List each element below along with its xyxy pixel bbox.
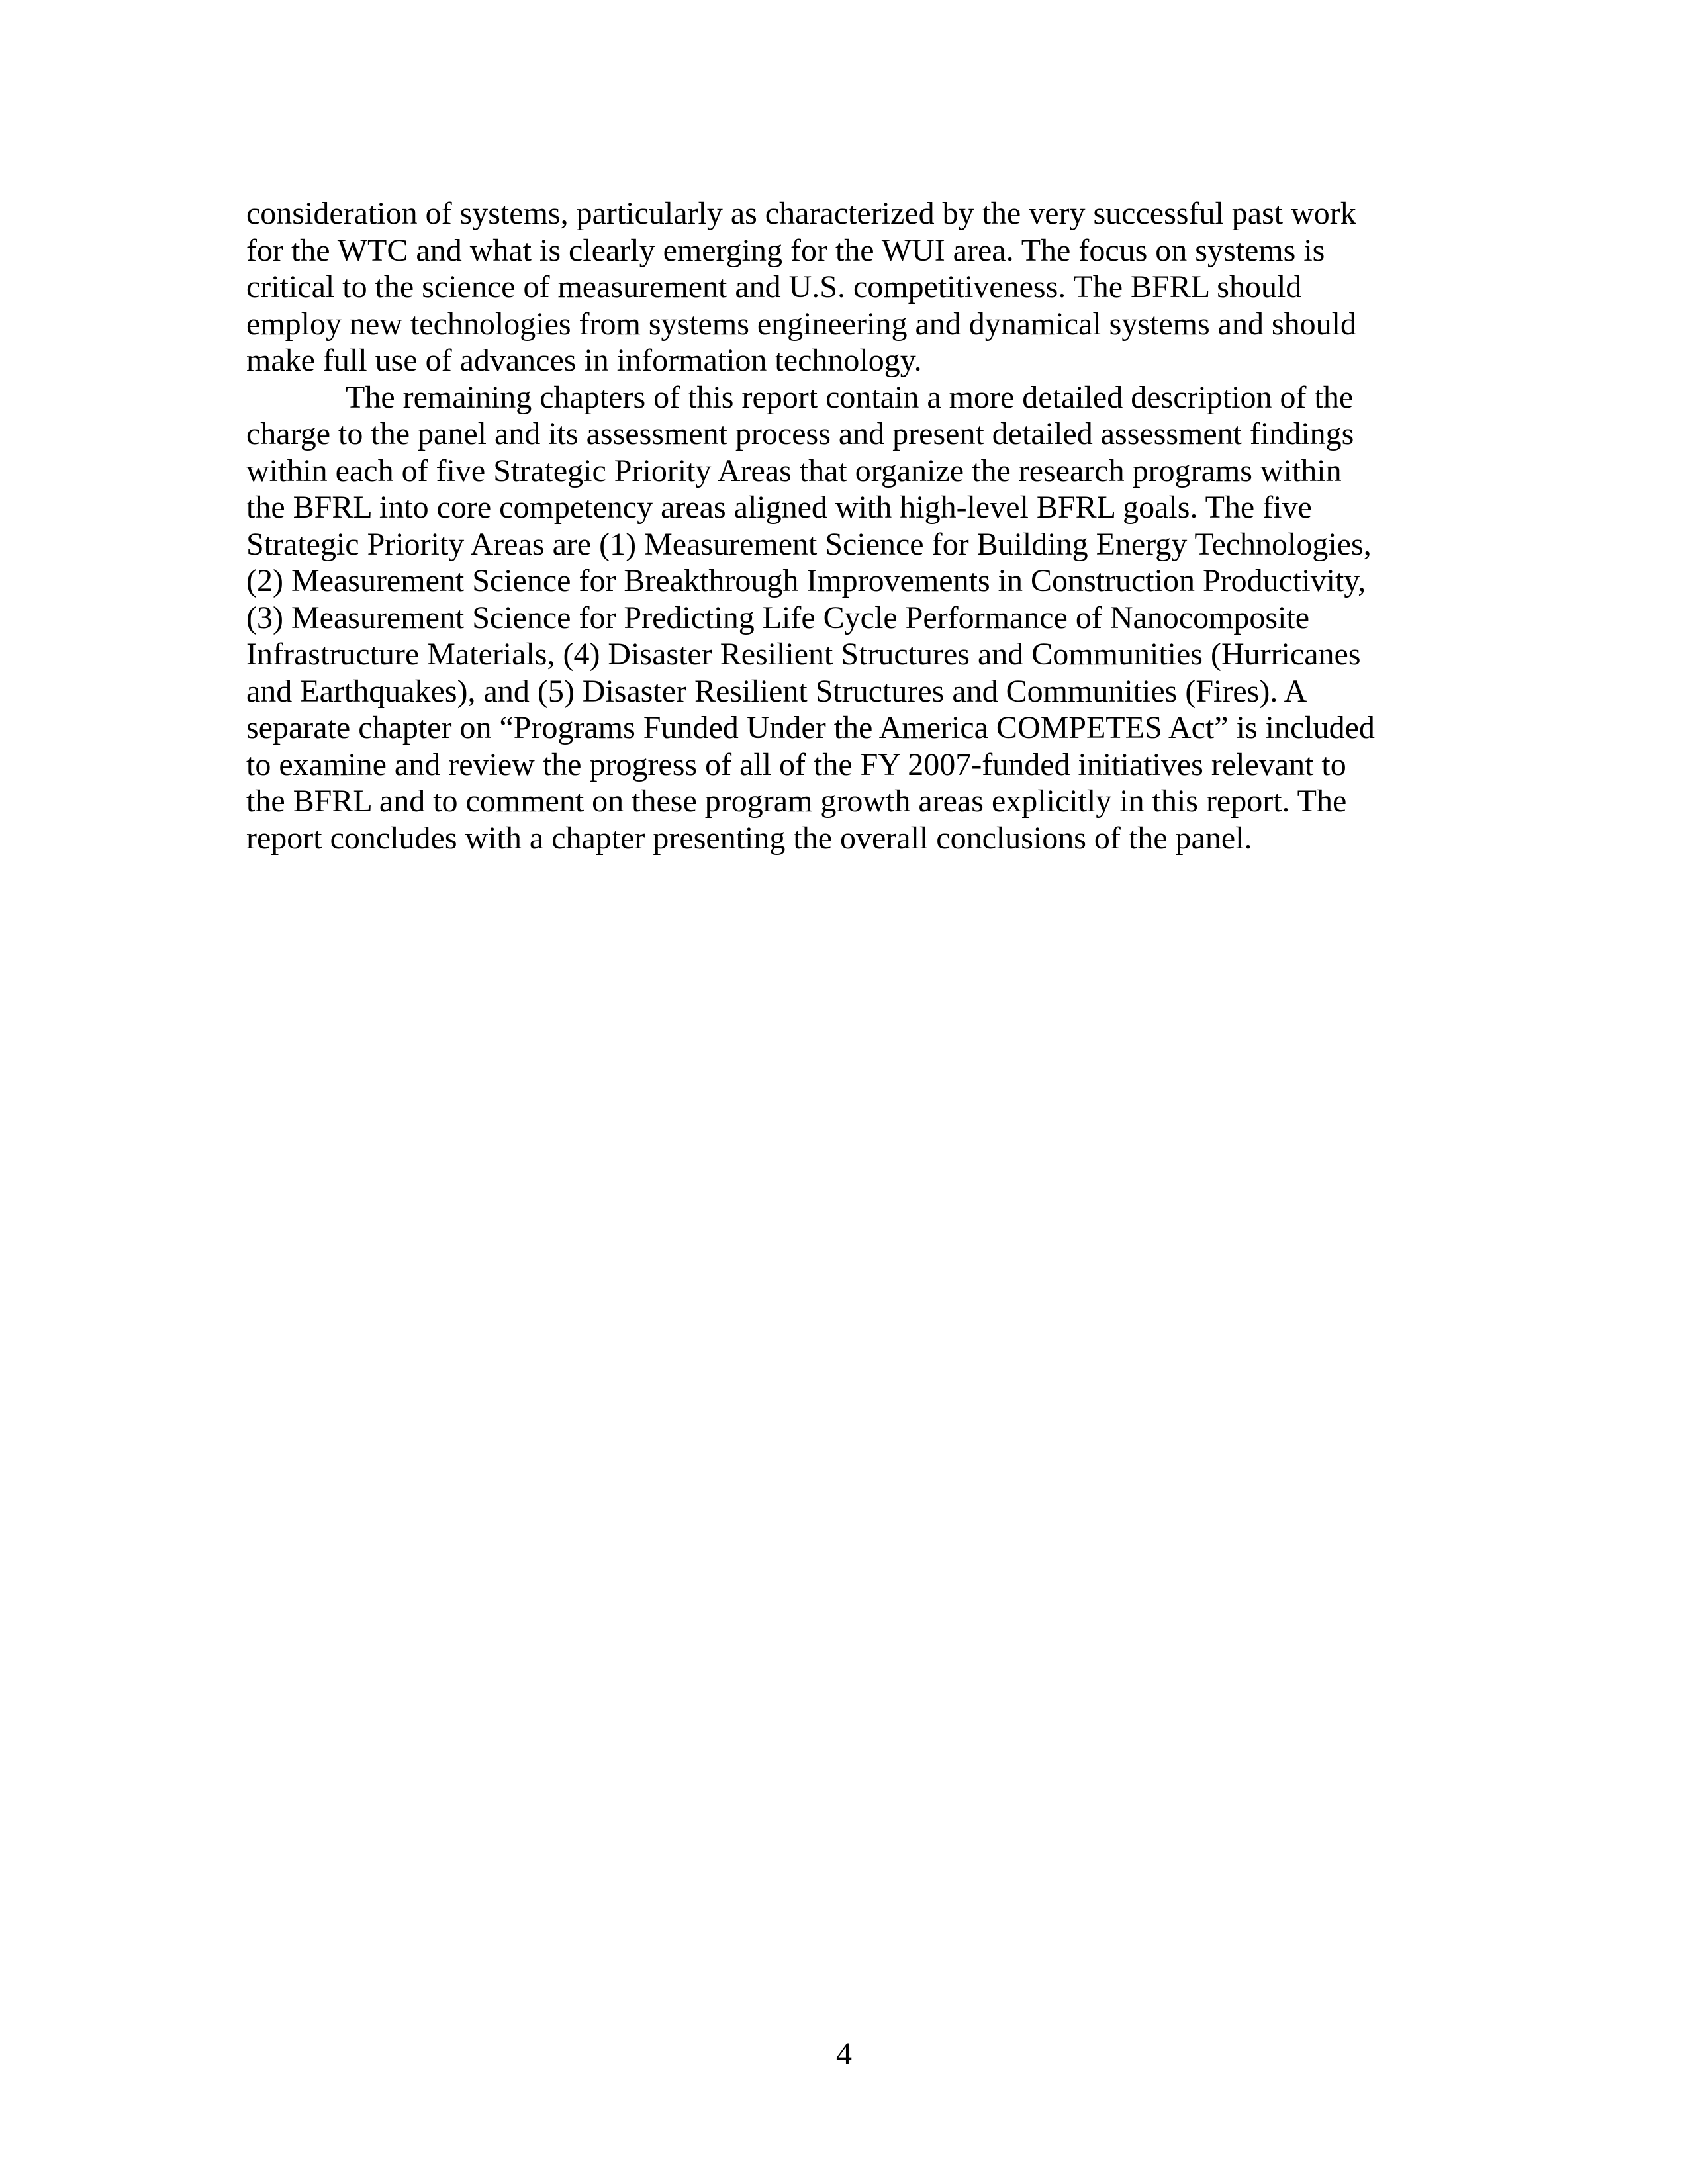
text-line: the BFRL and to comment on these program growth areas explicitly in this report. The — [246, 784, 1347, 819]
page-number: 4 — [836, 2036, 852, 2071]
text-line: consideration of systems, particularly as characterized by the very successful past work — [246, 196, 1356, 231]
text-line: Strategic Priority Areas are (1) Measurement Science for Building Energy Technologies, — [246, 526, 1372, 562]
text-line: within each of five Strategic Priority Areas that organize the research programs within — [246, 453, 1342, 488]
text-line: Infrastructure Materials, (4) Disaster Resilient Structures and Communities (Hurricanes — [246, 637, 1361, 672]
paragraph-first-line: The remaining chapters of this report contain a more detailed description of the — [346, 379, 1354, 415]
text-line: make full use of advances in information technology. — [246, 343, 922, 378]
text-line: critical to the science of measurement and U.S. competitiveness. The BFRL should — [246, 269, 1302, 304]
text-line: employ new technologies from systems engineering and dynamical systems and should — [246, 306, 1356, 341]
text-line: (3) Measurement Science for Predicting Life Cycle Performance of Nanocomposite — [246, 600, 1310, 635]
body-text — [246, 195, 1438, 856]
text-line: to examine and review the progress of all of the FY 2007-funded initiatives relevant to — [246, 747, 1346, 782]
text-line: the BFRL into core competency areas aligned with high-level BFRL goals. The five — [246, 490, 1312, 525]
text-line: (2) Measurement Science for Breakthrough Improvements in Construction Productivity, — [246, 563, 1366, 598]
text-line: separate chapter on “Programs Funded Under the America COMPETES Act” is included — [246, 710, 1375, 745]
text-line: report concludes with a chapter presenting the overall conclusions of the panel. — [246, 820, 1252, 856]
text-line: charge to the panel and its assessment process and present detailed assessment findings — [246, 416, 1354, 451]
text-line: for the WTC and what is clearly emerging for the WUI area. The focus on systems is — [246, 232, 1325, 268]
text-line: and Earthquakes), and (5) Disaster Resilient Structures and Communities (Fires). A — [246, 673, 1307, 709]
